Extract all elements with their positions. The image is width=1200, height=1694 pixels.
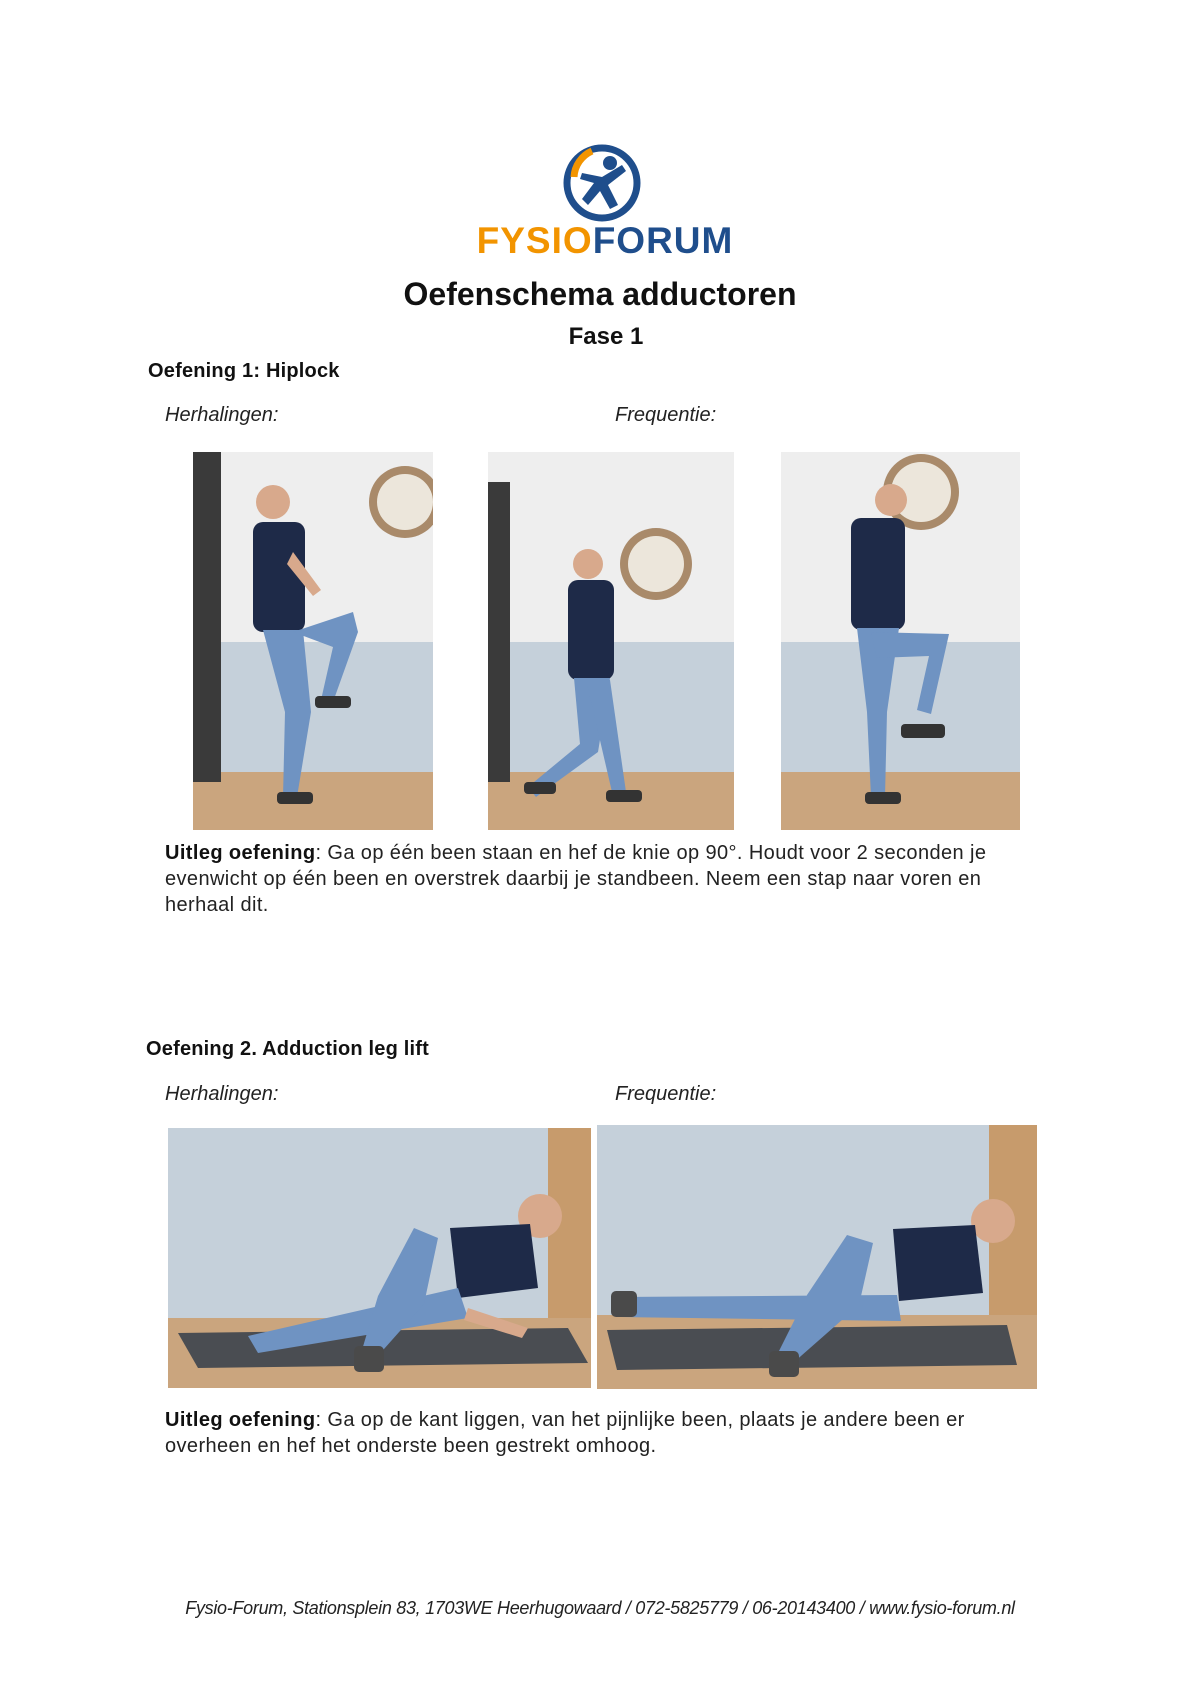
exercise-2-repetitions-label: Herhalingen: — [165, 1083, 279, 1105]
exercise-1-photo-3 — [781, 452, 1020, 830]
exercise-1-explanation-text: : Ga op één been staan en hef de knie op 90°. Houdt voor 2 seconden je evenwicht op één been en overstrek daarbij je standbeen. Neem een stap naar voren en herhaal dit. — [165, 842, 987, 916]
exercise-1-explanation — [165, 840, 1015, 918]
logo-text-forum: FORUM — [592, 220, 734, 261]
exercise-2-frequency-label: Frequentie: — [615, 1083, 717, 1105]
logo-wordmark — [460, 221, 750, 261]
footer-contact: Fysio-Forum, Stationsplein 83, 1703WE Heerhugowaard / 072-5825779 / 06-20143400 / www.fysio-forum.nl — [185, 1598, 1015, 1618]
exercise-1-photo-2 — [488, 452, 734, 830]
exercise-2-explanation — [165, 1407, 1015, 1459]
exercise-1-title: Oefening 1: Hiplock — [148, 360, 340, 382]
exercise-2-title: Oefening 2. Adduction leg lift — [146, 1038, 430, 1060]
logo-figure-icon — [562, 143, 642, 223]
exercise-2-photo-2 — [597, 1125, 1037, 1389]
exercise-1-repetitions-label: Herhalingen: — [165, 404, 279, 426]
phase-title: Fase 1 — [568, 323, 644, 350]
exercise-1-frequency-label: Frequentie: — [615, 404, 717, 426]
page-title: Oefenschema adductoren — [403, 276, 797, 312]
fysioforum-logo — [460, 143, 750, 261]
exercise-2-photo-1 — [168, 1128, 591, 1388]
exercise-1-explanation-label: Uitleg oefening — [165, 842, 316, 864]
exercise-2-explanation-label: Uitleg oefening — [165, 1409, 316, 1431]
logo-text-fysio: FYSIO — [476, 220, 593, 261]
exercise-1-photo-1 — [193, 452, 433, 830]
exercise-2-explanation-text: : Ga op de kant liggen, van het pijnlijke been, plaats je andere been er overheen en hef het onderste been gestrekt omhoog. — [165, 1409, 965, 1457]
